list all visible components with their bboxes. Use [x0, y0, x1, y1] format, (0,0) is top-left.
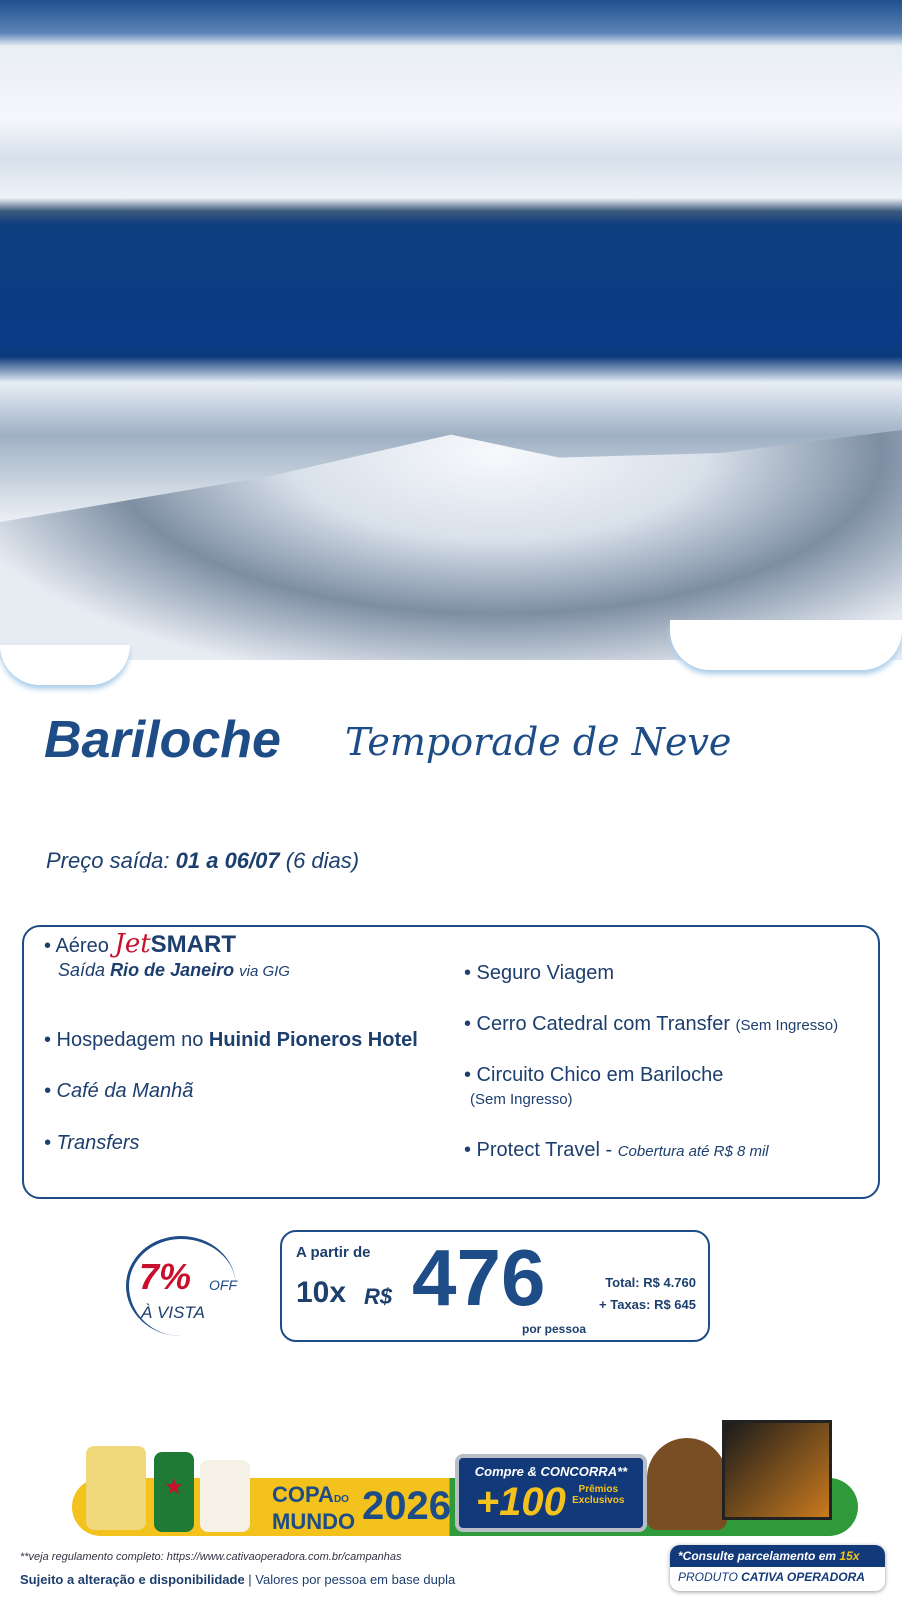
jersey-image — [86, 1446, 146, 1530]
popcorn-machine-image — [200, 1460, 250, 1532]
discount-percent: 7% — [139, 1256, 192, 1297]
bariloche-snow-photo — [0, 0, 902, 660]
feature-circuito-chico: • Circuito Chico em Bariloche (Sem Ingresso) — [464, 1064, 724, 1108]
price-value: 476 — [412, 1233, 546, 1322]
page-subtitle: Temporade de Neve — [345, 720, 732, 764]
consult-badge: *Consulte parcelamento em 15x PRODUTO CATIVA OPERADORA — [670, 1545, 885, 1591]
price-box — [280, 1230, 710, 1342]
beer-keg-image: ★ — [154, 1452, 194, 1532]
jetsmart-logo: Jet — [114, 929, 151, 959]
snow-decoration — [670, 620, 902, 670]
snow-decoration — [0, 645, 130, 685]
copa-logo: COPADO MUNDO — [272, 1482, 356, 1534]
discount-badge — [126, 1236, 236, 1336]
package-features — [22, 925, 880, 1199]
discount-vista: À VISTA — [141, 1303, 205, 1322]
feature-hotel: • Hospedagem no Huinid Pioneros Hotel — [44, 1029, 418, 1051]
price-from: A partir de — [296, 1244, 371, 1261]
feature-cerro-catedral: • Cerro Catedral com Transfer (Sem Ingresso) — [464, 1013, 839, 1035]
feature-flight: • Aéreo JetSMART Saída Rio de Janeiro via GIG — [44, 929, 290, 980]
disclaimer: Sujeito a alteração e disponibilidade | Valores por pessoa em base dupla — [20, 1572, 456, 1587]
feature-transfers: • Transfers — [44, 1132, 140, 1154]
price-installments: 10x — [296, 1276, 347, 1309]
departure-info: Preço saída: 01 a 06/07 (6 dias) — [46, 848, 360, 873]
plush-dog-image — [647, 1438, 727, 1530]
regulation-link[interactable]: **veja regulamento completo: https://www.cativaoperadora.com.br/campanhas — [20, 1551, 402, 1563]
price-totals: Total: R$ 4.760 + Taxas: R$ 645 — [599, 1275, 696, 1312]
tv-image — [722, 1420, 832, 1520]
price-currency: R$ — [364, 1284, 393, 1309]
copa-year: 2026 — [362, 1484, 451, 1528]
promo-box: Compre & CONCORRA** +100 Prêmios Exclusivos — [455, 1454, 647, 1532]
page-title: Bariloche — [44, 711, 281, 769]
price-per-person: por pessoa — [522, 1322, 587, 1336]
discount-off: OFF — [209, 1277, 237, 1293]
feature-insurance: • Seguro Viagem — [464, 962, 615, 984]
feature-breakfast: • Café da Manhã — [44, 1080, 194, 1102]
feature-protect-travel: • Protect Travel - Cobertura até R$ 8 mil — [464, 1139, 769, 1161]
